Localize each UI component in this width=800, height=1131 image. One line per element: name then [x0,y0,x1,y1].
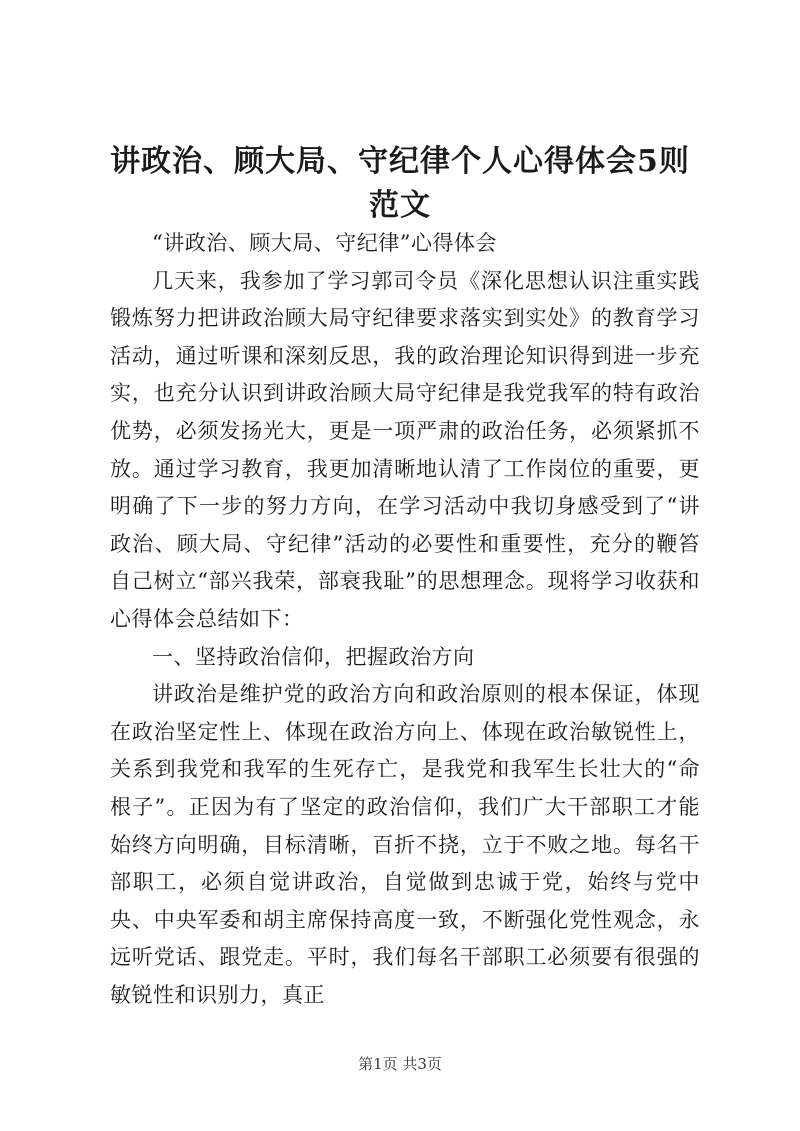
section-heading-1: 一、坚持政治信仰，把握政治方向 [152,644,475,669]
page-footer: 第1页 共3页 [358,1055,442,1073]
document-title: 讲政治、顾大局、守纪律个人心得体会5则范文 [110,144,690,223]
paragraph-intro: 几天来，我参加了学习郭司令员《深化思想认识注重实践锻炼努力把讲政治顾大局守纪律要求落实到实处》的教育学习活动，通过听课和深刻反思，我的政治理论知识得到进一步充实，也充分认识到讲政治顾大局守纪律是我党我军的特有政治优势，必须发扬光大，更是一项严肃的政治任务，必须紧抓不放。通过学习教育，我更加清晰地认清了工作岗位的重要，更明确了下一步的努力方向，在学习活动中我切身感受到了“讲政治、顾大局、守纪律”活动的必要性和重要性，充分的鞭笞自己树立“部兴我荣，部衰我耻”的思想理念。现将学习收获和心得体会总结如下： [110,268,700,631]
paragraph-section-1: 讲政治是维护党的政治方向和政治原则的根本保证，体现在政治坚定性上、体现在政治方向上、体现在政治敏锐性上，关系到我党和我军的生死存亡，是我党和我军生长壮大的“命根子”。正因为有了坚定的政治信仰，我们广大干部职工才能始终方向明确，目标清晰，百折不挠，立于不败之地。每名干部职工，必须自觉讲政治，自觉做到忠诚于党，始终与党中央、中央军委和胡主席保持高度一致，不断强化党性观念，永远听党话、跟党走。平时，我们每名干部职工必须要有很强的敏锐性和识别力，真正 [110,682,700,1007]
document-body [110,225,700,1014]
document-subtitle: “讲政治、顾大局、守纪律”心得体会 [152,231,497,255]
